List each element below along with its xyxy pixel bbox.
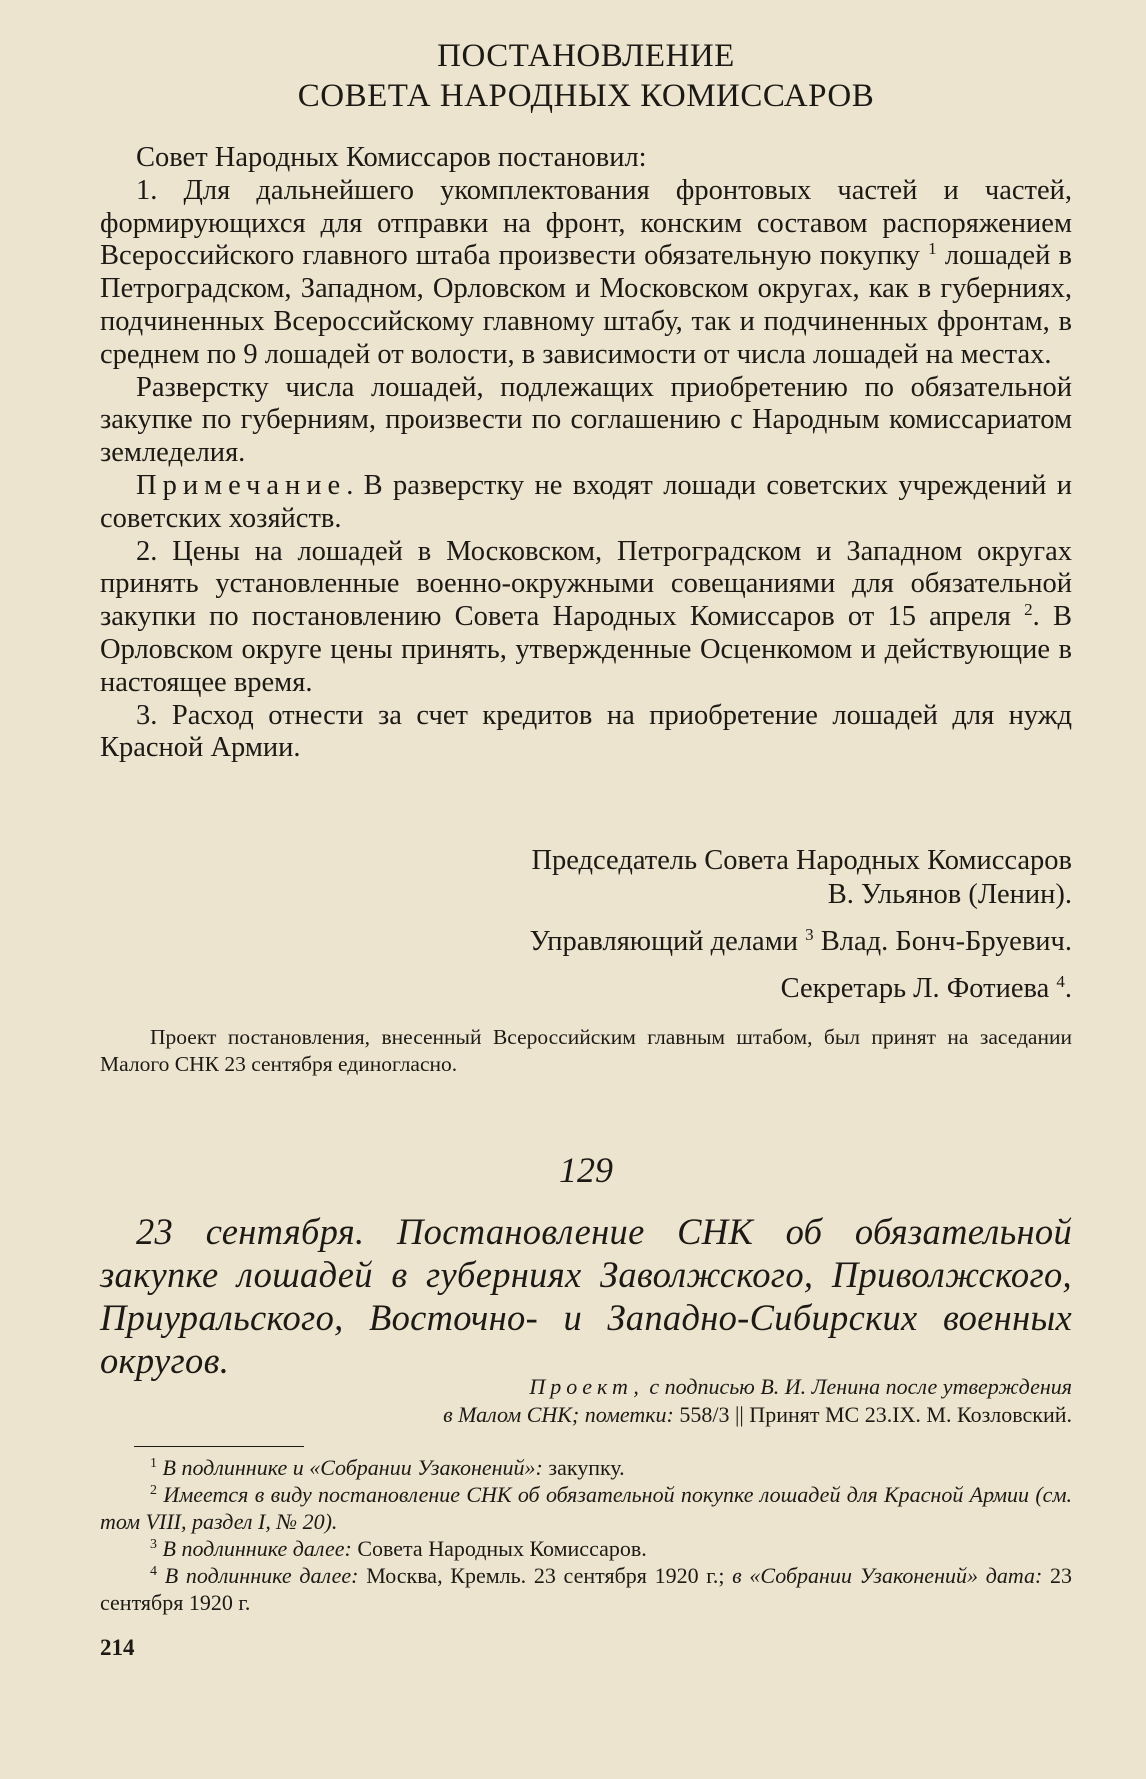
footnote-ref-4: 4 (1056, 972, 1065, 991)
note-label: Примечание (136, 469, 347, 501)
title-line-2: СОВЕТА НАРОДНЫХ КОМИССАРОВ (297, 78, 875, 114)
source-italic-1: с подписью В. И. Ленина после утверждения (643, 1374, 1072, 1399)
footnote-2-number: 2 (150, 1483, 157, 1498)
document-heading-text: 23 сентября. Постановление СНК об обязательной закупке лошадей в губерниях Заволжского, Приволжского, Приуральского, Восточно- и Западно-Сибирских военных округов. (100, 1211, 1072, 1381)
signature-chair-title: Председатель Совета Народных Комиссаров (531, 845, 1072, 876)
paragraph-1-text-b: лошадей в Петроградском, Западном, Орловском и Московском округах, как в губерниях, подчиненных Всероссийскому главному штабу, так и подчиненных фронтам, в среднем по 9 лошадей от волости, в зависимости от числа лошадей на местах. (100, 240, 1072, 370)
footnote-ref-2: 2 (1024, 600, 1033, 620)
source-label: Проект, (529, 1374, 644, 1399)
document-number: 129 (559, 1150, 613, 1190)
signature-manager (100, 925, 1072, 958)
footnote-ref-1: 1 (928, 239, 937, 259)
document-title (100, 36, 1072, 116)
signature-chair-name: В. Ульянов (Ленин). (827, 879, 1072, 910)
footnote-4-text-2: 23 сентября 1920 г. (100, 1563, 1073, 1615)
footnote-1-text: закупку. (548, 1455, 625, 1480)
manager-title: Управляющий делами (529, 926, 798, 957)
paragraph-4: 3. Расход отнести за счет кредитов на приобретение лошадей для нужд Красной Армии. (100, 699, 1072, 764)
title-line-1: ПОСТАНОВЛЕНИЕ (437, 38, 735, 74)
project-note: Проект постановления, внесенный Всероссийским главным штабом, был принят на заседании Малого СНК 23 сентября единогласно. (100, 1025, 1072, 1076)
footnote-2 (100, 1481, 1072, 1535)
footnote-4 (100, 1562, 1072, 1616)
signature-secretary (100, 972, 1072, 1005)
paragraph-3 (100, 536, 1072, 700)
footnote-ref-3: 3 (805, 925, 814, 944)
source-plain: 558/3 || Принят МС 23.IX. М. Козловский. (679, 1402, 1072, 1427)
document-source (100, 1373, 1072, 1429)
footnote-1-italic: В подлиннике и «Собрании Узаконений»: (162, 1455, 549, 1480)
manager-name: Влад. Бонч-Бруевич. (813, 926, 1072, 957)
document-heading (100, 1210, 1072, 1382)
resolution-body (100, 142, 1072, 765)
footnote-4-number: 4 (150, 1564, 157, 1579)
intro-paragraph: Совет Народных Комиссаров постановил: (136, 142, 647, 173)
secretary-name: Секретарь Л. Фотиева (780, 973, 1050, 1004)
paragraph-3-text-a: 2. Цены на лошадей в Московском, Петроградском и Западном округах принять установленные военно-окружными совещаниями для обязательной закупки по постановлению Совета Народных Комиссаров от 15 апреля (100, 535, 1072, 633)
source-line-1 (100, 1373, 1072, 1401)
paragraph-1 (100, 175, 1072, 372)
footnote-2-italic: Имеется в виду постановление СНК об обязательной покупке лошадей для Красной Армии (см. том VIII, раздел I, № 20). (100, 1482, 1072, 1534)
note-text: . В разверстку не входят лошади советских учреждений и советских хозяйств. (100, 469, 1072, 534)
footnote-3-text: Совета Народных Комиссаров. (357, 1536, 647, 1561)
source-italic-2: в Малом СНК; пометки: (443, 1402, 680, 1427)
footnote-4-italic-2: в «Собрании Узаконений» дата: (732, 1563, 1051, 1588)
footnote-4-text: Москва, Кремль. 23 сентября 1920 г.; (366, 1563, 733, 1588)
footnote-4-italic: В подлиннике далее: (164, 1563, 367, 1588)
footnote-1 (100, 1454, 1072, 1481)
footnote-3 (100, 1535, 1072, 1562)
paragraph-2: Разверстку числа лошадей, подлежащих приобретению по обязательной закупке по губерниям, произвести по соглашению с Народным комиссариатом земледелия. (100, 371, 1072, 469)
footnote-1-number: 1 (150, 1456, 157, 1471)
footnote-3-number: 3 (150, 1537, 157, 1552)
footnote-divider (134, 1446, 304, 1447)
source-line-2 (100, 1401, 1072, 1429)
note-paragraph (100, 470, 1072, 536)
page-number: 214 (100, 1635, 135, 1660)
paragraph-1-text-a: 1. Для дальнейшего укомплектования фронтовых частей и частей, формирующихся для отправки на фронт, конским составом распоряжением Всероссийского главного штаба произвести обязательную покупку (100, 174, 1072, 272)
footnote-3-italic: В подлиннике далее: (162, 1536, 358, 1561)
paragraph-3-text-b: . В Орловском округе цены принять, утвержденные Осценкомом и действующие в настоящее время. (100, 601, 1073, 698)
secretary-dot: . (1064, 973, 1072, 1004)
